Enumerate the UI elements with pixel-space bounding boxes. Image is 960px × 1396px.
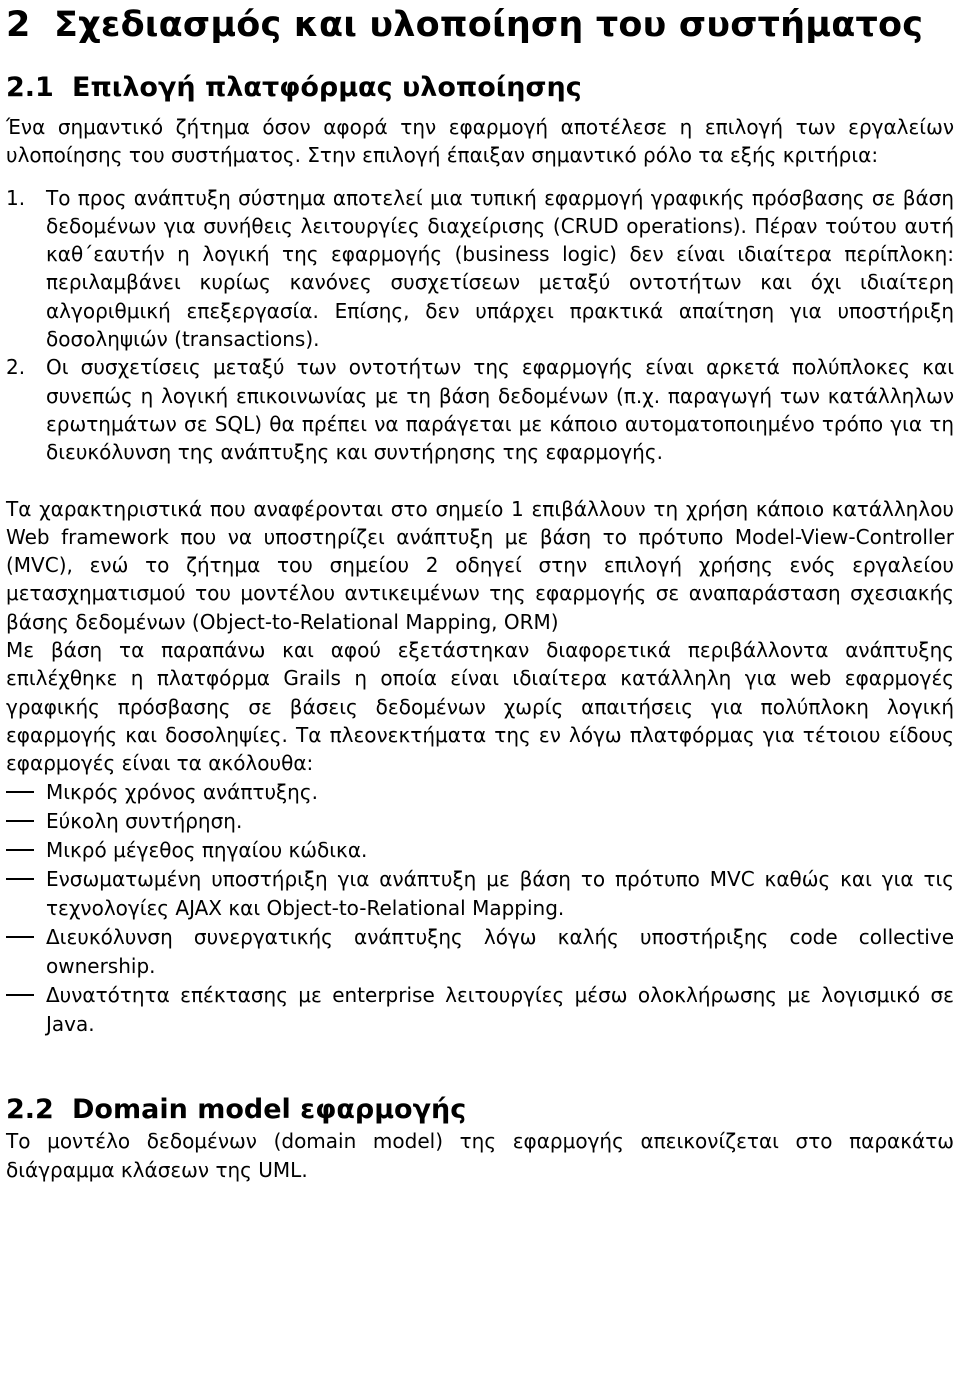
- list-item: [6, 923, 954, 981]
- dash-bullet-icon: [6, 878, 34, 880]
- dash-bullet-icon: [6, 791, 34, 793]
- body-paragraph: Το μοντέλο δεδομένων (domain model) της εφαρμογής απεικονίζεται στο παρακάτω διάγραμμα κλάσεων της UML.: [6, 1129, 954, 1182]
- body-paragraph: Με βάση τα παραπάνω και αφού εξετάστηκαν διαφορετικά περιβάλλοντα ανάπτυξης επιλέχθηκε η πλατφόρμα Grails η οποία είναι ιδιαίτερα κατάλληλη για web εφαρμογές γραφικής πρόσβασης σε βάσεις δεδομένων χωρίς απαιτήσεις για πολύπλοκη λογική εφαρμογής και δοσοληψίες. Τα πλεονεκτήματα της εν λόγω πλατφόρμας για τέτοιου είδους εφαρμογές είναι τα ακόλουθα:: [6, 638, 954, 776]
- list-item-text: Μικρός χρόνος ανάπτυξης.: [46, 779, 318, 804]
- dash-bullet-icon: [6, 936, 34, 938]
- dash-bullet-icon: [6, 849, 34, 851]
- list-number: 1.: [6, 185, 26, 210]
- list-item: [6, 778, 954, 807]
- list-number: 2.: [6, 355, 26, 380]
- dash-bullet-icon: [6, 820, 34, 822]
- section-heading: [6, 0, 954, 49]
- subsection-number: 2.1: [6, 72, 54, 103]
- criteria-item: [6, 353, 954, 466]
- section-title: Σχεδιασμός και υλοποίηση του συστήματος: [54, 5, 924, 45]
- subsection-number: 2.2: [6, 1094, 54, 1126]
- subsection-heading-2-2: [6, 1093, 954, 1127]
- list-item-text: Μικρό μέγεθος πηγαίου κώδικα.: [46, 837, 368, 862]
- criteria-list: [6, 184, 954, 467]
- subsection-title: Domain model εφαρμογής: [72, 1094, 467, 1126]
- list-item-text: Ενσωματωμένη υποστήριξη για ανάπτυξη με βάση το πρότυπο MVC καθώς και για τις τεχνολογίες AJAX και Object-to-Relational Mapping.: [46, 866, 954, 920]
- intro-paragraph: Ένα σημαντικό ζήτημα όσον αφορά την εφαρμογή αποτέλεσε η επιλογή των εργαλείων υλοποίησης του συστήματος. Στην επιλογή έπαιξαν σημαντικό ρόλο τα εξής κριτήρια:: [6, 115, 954, 168]
- list-item: [6, 981, 954, 1039]
- criteria-item: [6, 184, 954, 354]
- list-item: [6, 865, 954, 923]
- subsection-heading-2-1: [6, 71, 954, 105]
- list-item: [6, 836, 954, 865]
- list-item: [6, 807, 954, 836]
- advantages-list: [6, 778, 954, 1040]
- body-paragraph: Τα χαρακτηριστικά που αναφέρονται στο σημείο 1 επιβάλλουν τη χρήση κάποιο κατάλληλου Web framework που να υποστηρίζει ανάπτυξη με βάση το πρότυπο Model-View-Controller (MVC), ενώ το ζήτημα του σημείου 2 οδηγεί στην επιλογή χρήσης ενός εργαλείου μετασχηματισμού του μοντέλου αντικειμένων της εφαρμογής σε αναπαράσταση σχεσιακής βάσης δεδομένων (Object-to-Relational Mapping, ORM): [6, 496, 954, 634]
- section-number: 2: [6, 5, 31, 45]
- list-item-text: Εύκολη συντήρηση.: [46, 808, 243, 833]
- list-item-text: Διευκόλυνση συνεργατικής ανάπτυξης λόγω καλής υποστήριξης code collective ownership.: [46, 925, 954, 979]
- list-item-text: Δυνατότητα επέκτασης με enterprise λειτουργίες μέσω ολοκλήρωσης με λογισμικό σε Java.: [46, 983, 954, 1037]
- criteria-text: Το προς ανάπτυξη σύστημα αποτελεί μια τυπική εφαρμογή γραφικής πρόσβασης σε βάση δεδομένων για συνήθεις λειτουργίες διαχείρισης (CRUD operations). Πέραν τούτου αυτή καθ΄εαυτήν η λογική της εφαρμογής (business logic) δεν είναι ιδιαίτερα περίπλοκη: περιλαμβάνει κυρίως κανόνες συσχετίσεων μεταξύ οντοτήτων και όχι ιδιαίτερη αλγοριθμική επεξεργασία. Επίσης, δεν υπάρχει πρακτικά απαίτηση για υποστήριξη δοσοληψιών (transactions).: [46, 185, 954, 352]
- dash-bullet-icon: [6, 994, 34, 996]
- criteria-text: Οι συσχετίσεις μεταξύ των οντοτήτων της εφαρμογής είναι αρκετά πολύπλοκες και συνεπώς η λογική επικοινωνίας με τη βάση δεδομένων (π.χ. παραγωγή των κατάλληλων ερωτημάτων σε SQL) θα πρέπει να παράγεται με κάποιο αυτοματοποιημένο τρόπο για τη διευκόλυνση της ανάπτυξης και συντήρησης της εφαρμογής.: [46, 355, 954, 465]
- subsection-title: Επιλογή πλατφόρμας υλοποίησης: [72, 72, 582, 103]
